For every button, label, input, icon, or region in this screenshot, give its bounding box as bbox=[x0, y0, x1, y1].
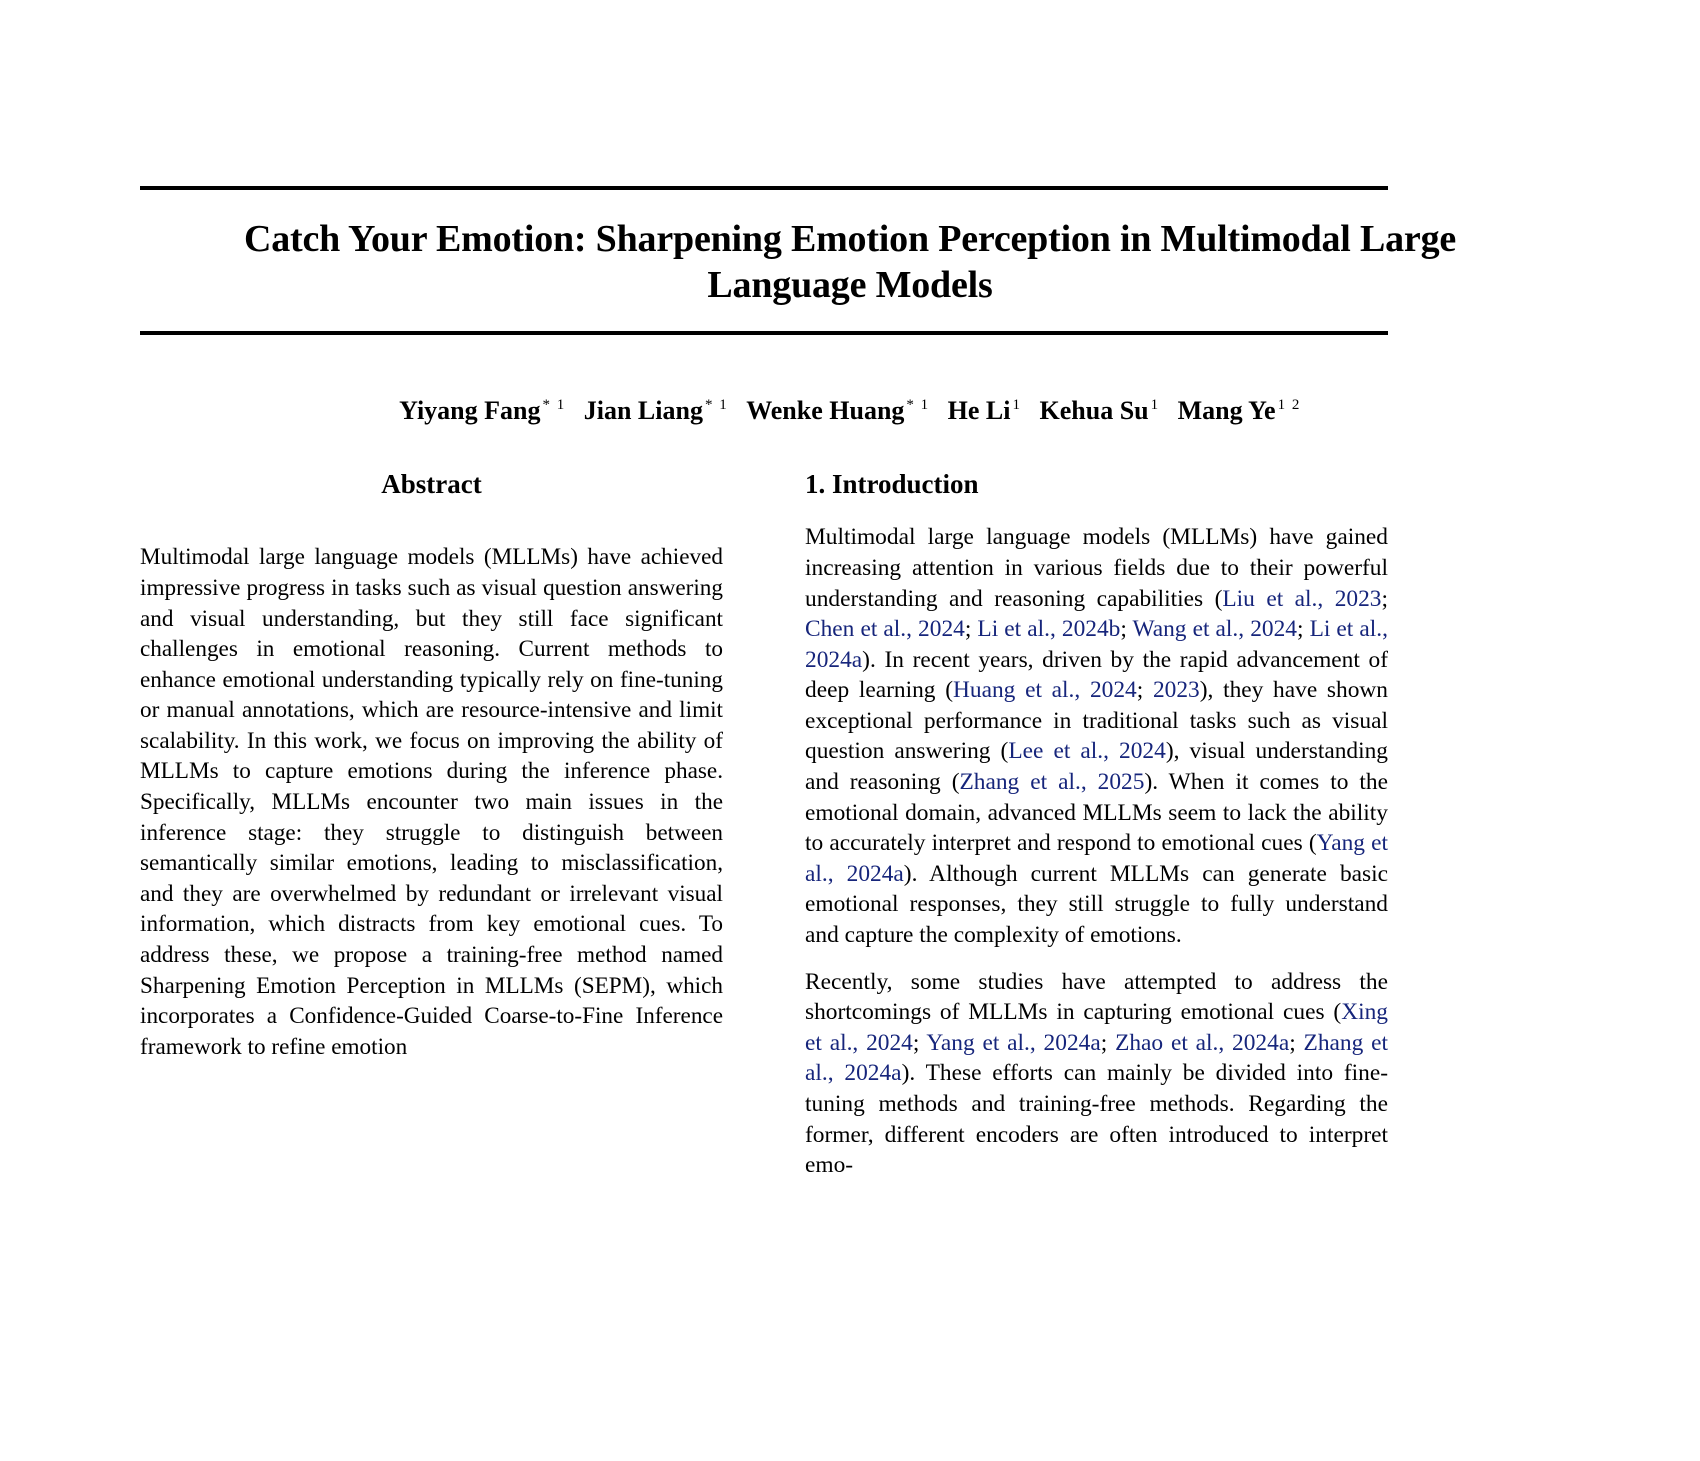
two-column-body bbox=[140, 469, 1560, 1180]
text-run: ), visual understanding and reasoning ( bbox=[805, 738, 1388, 796]
text-run: ). When it comes to the emotional domain, advanced MLLMs seem to lack the ability to accurately interpret and respond to emotional cues ( bbox=[805, 769, 1388, 857]
citation-link[interactable]: 2023 bbox=[1152, 677, 1200, 704]
introduction-column bbox=[805, 469, 1388, 1180]
author-entry bbox=[584, 397, 728, 426]
author-entry bbox=[399, 397, 566, 426]
citation-link[interactable]: Zhang et al., 2025 bbox=[959, 769, 1145, 796]
title-block bbox=[140, 190, 1560, 331]
author-entry bbox=[948, 397, 1022, 426]
introduction-heading: 1. Introduction bbox=[805, 469, 979, 500]
author-affiliation-mark: * 1 bbox=[906, 397, 930, 414]
text-run: ). In recent years, driven by the rapid advancement of deep learning ( bbox=[805, 646, 1388, 704]
text-sep: ; bbox=[1120, 616, 1133, 643]
citation-link[interactable]: Chen et al., 2024 bbox=[805, 616, 965, 643]
text-sep: ; bbox=[1381, 585, 1388, 612]
text-sep: ; bbox=[912, 1029, 927, 1056]
text-sep: ; bbox=[1289, 1029, 1304, 1056]
text-sep: ; bbox=[1296, 616, 1310, 643]
author-affiliation-mark: * 1 bbox=[542, 397, 566, 414]
abstract-column bbox=[140, 469, 723, 1180]
page-title: Catch Your Emotion: Sharpening Emotion Perception in Multimodal Large Language Models bbox=[243, 218, 1457, 307]
text-run: ). Although current MLLMs can generate basic emotional responses, they still struggle to fully understand and capture the complexity of emotions. bbox=[805, 860, 1388, 949]
introduction-paragraph-2 bbox=[805, 967, 1388, 1181]
author-name: Jian Liang bbox=[583, 395, 703, 425]
author-name: Yiyang Fang bbox=[399, 395, 541, 425]
abstract-heading: Abstract bbox=[381, 469, 482, 500]
citation-link[interactable]: Xing et al., 2024 bbox=[805, 999, 1388, 1056]
citation-link[interactable]: Huang et al., 2024 bbox=[953, 677, 1137, 704]
author-entry bbox=[1178, 397, 1301, 426]
author-name: He Li bbox=[947, 395, 1011, 425]
author-affiliation-mark: 1 bbox=[1012, 397, 1022, 414]
author-entry bbox=[1040, 397, 1160, 426]
text-run: Recently, some studies have attempted to address the shortcomings of MLLMs in capturing emotional cues ( bbox=[805, 968, 1388, 1026]
text-sep: ; bbox=[964, 616, 978, 643]
citation-link[interactable]: Yang et al., 2024a bbox=[805, 830, 1388, 887]
paper-page bbox=[0, 186, 1700, 1461]
title-rule-bottom bbox=[140, 331, 1388, 335]
citation-link[interactable]: Zhao et al., 2024a bbox=[1115, 1029, 1290, 1056]
text-sep: ; bbox=[1100, 1029, 1116, 1056]
author-affiliation-mark: * 1 bbox=[704, 397, 729, 414]
citation-link[interactable]: Lee et al., 2024 bbox=[1008, 738, 1166, 765]
author-name: Wenke Huang bbox=[746, 395, 905, 425]
text-run: ). These efforts can mainly be divided into fine-tuning methods and training-free methods. Regarding the former, different encoders are often introduced to interpret emo- bbox=[805, 1060, 1388, 1179]
text-run: ), they have shown exceptional performance in traditional tasks such as visual question answering ( bbox=[805, 677, 1388, 765]
author-affiliation-mark: 1 bbox=[1150, 397, 1160, 414]
author-name: Kehua Su bbox=[1039, 395, 1149, 425]
citation-link[interactable]: Li et al., 2024b bbox=[977, 616, 1121, 643]
citation-link[interactable]: Zhang et al., 2024a bbox=[805, 1029, 1388, 1087]
text-run: Multimodal large language models (MLLMs) have gained increasing attention in various fields due to their powerful understanding and reasoning capabilities ( bbox=[805, 524, 1388, 612]
citation-link[interactable]: Yang et al., 2024a bbox=[926, 1029, 1101, 1056]
introduction-paragraph-1 bbox=[805, 522, 1388, 950]
citation-link[interactable]: Liu et al., 2023 bbox=[1222, 585, 1382, 612]
author-list bbox=[140, 397, 1560, 426]
citation-link[interactable]: Wang et al., 2024 bbox=[1132, 616, 1297, 643]
author-entry bbox=[746, 397, 929, 426]
author-name: Mang Ye bbox=[1177, 395, 1276, 425]
text-sep: ; bbox=[1136, 677, 1153, 704]
author-affiliation-mark: 1 2 bbox=[1277, 397, 1301, 414]
abstract-text: Multimodal large language models (MLLMs) have achieved impressive progress in tasks such as visual question answering and visual understanding, but they still face significant challenges in emotional reasoning. Current methods to enhance emotional understanding typically rely on fine-tuning or manual annotations, which are resource-intensive and limit scalability. In this work, we focus on improving the ability of MLLMs to capture emotions during the inference phase. Specifically, MLLMs encounter two main issues in the inference stage: they struggle to distinguish between semantically similar emotions, leading to misclassification, and they are overwhelmed by redundant or irrelevant visual information, which distracts from key emotional cues. To address these, we propose a training-free method named Sharpening Emotion Perception in MLLMs (SEPM), which incorporates a Confidence-Guided Coarse-to-Fine Inference framework to refine emotion bbox=[140, 544, 723, 1060]
citation-link[interactable]: Li et al., 2024a bbox=[805, 616, 1388, 673]
